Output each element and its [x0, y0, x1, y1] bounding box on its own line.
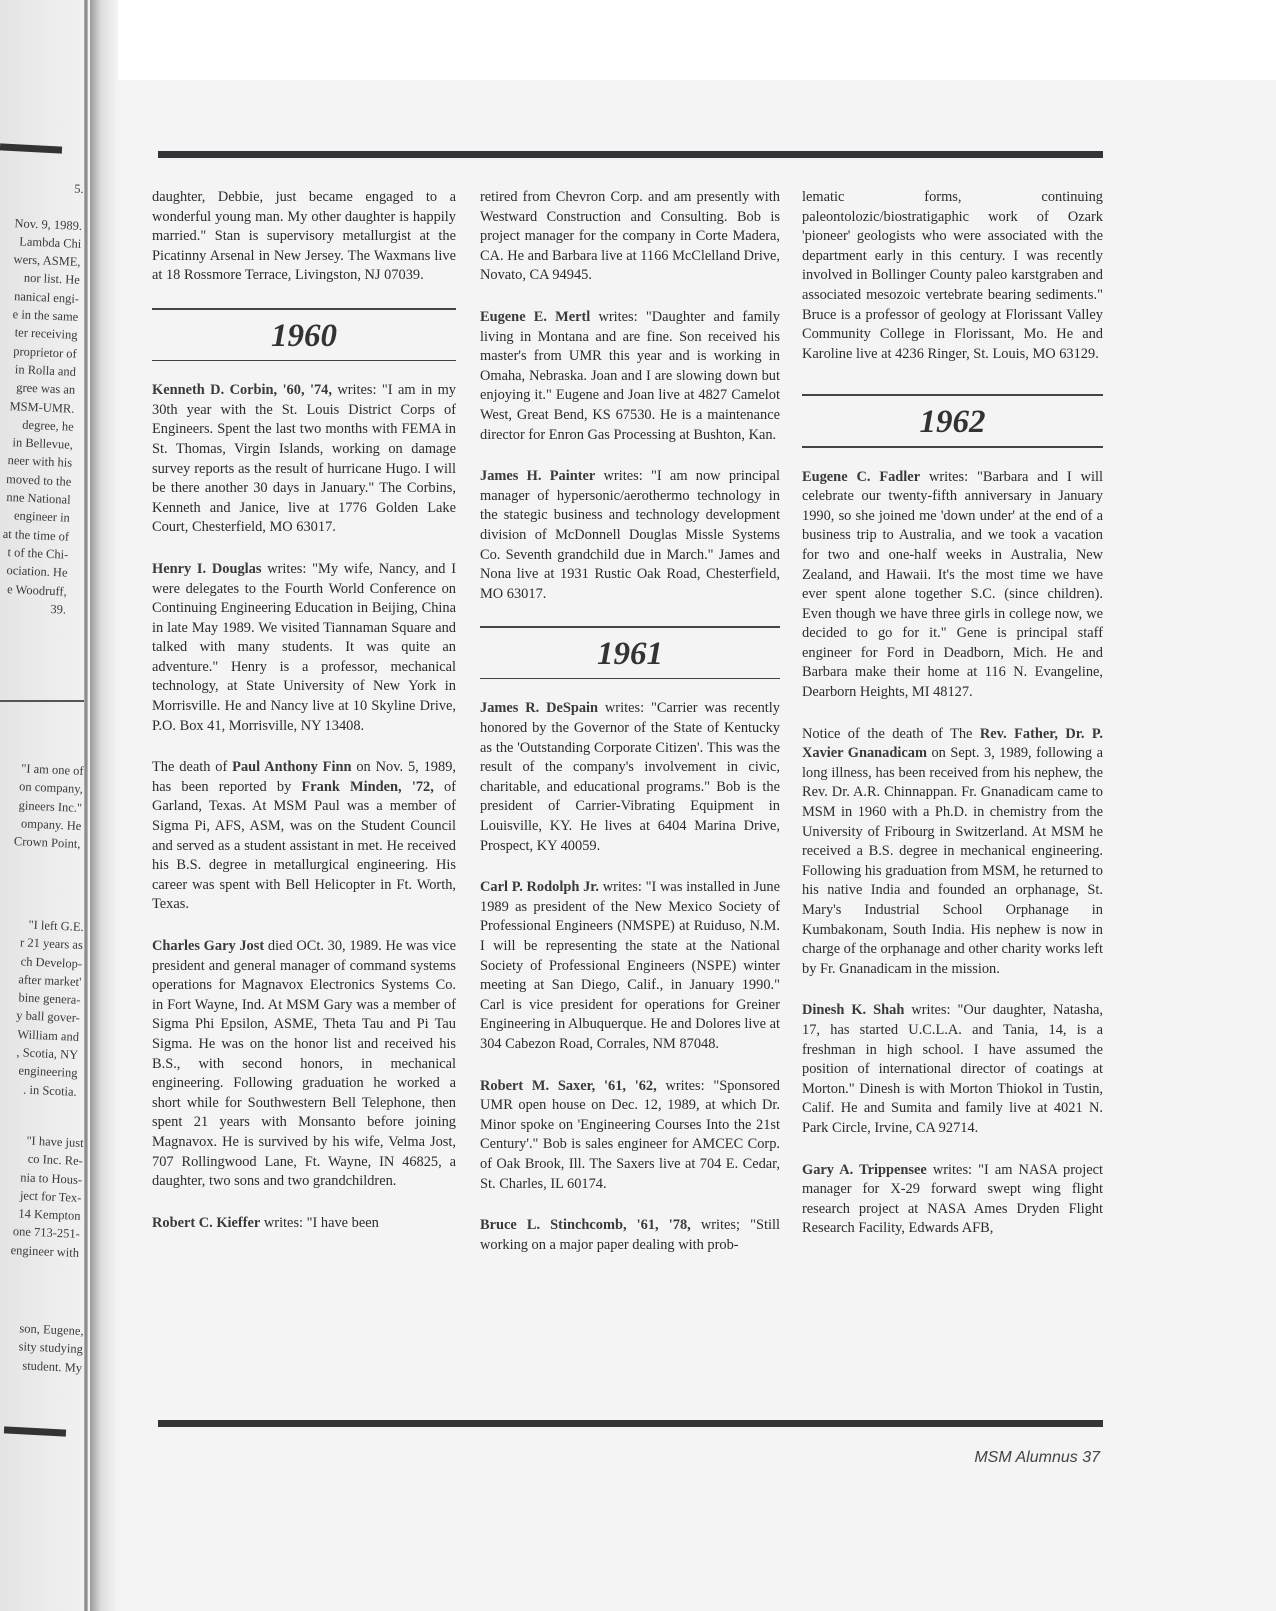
bleed-line: moved to the	[5, 471, 72, 489]
alumnus-name: Rev. Father, Dr. P. Xavier Gnanadicam	[802, 725, 1103, 762]
bleed-line: engineer in	[13, 508, 71, 526]
bleed-heavy-rule-bottom	[4, 1426, 66, 1436]
entry-text: The death of	[152, 759, 233, 776]
bleed-line: ch Develop-	[20, 953, 83, 971]
bleed-line: sity studying	[18, 1339, 84, 1357]
entry-text: on Nov. 5, 1989, has been reported by	[152, 759, 456, 795]
bleed-line: Lambda Chi	[18, 234, 82, 251]
bleed-line: gineers Inc."	[18, 797, 83, 815]
bleed-text-e	[0, 1318, 84, 1376]
entry-text: writes: "I am now principal manager of hypersonic/aerothermo technology in the stategic business and technology development division of McDonnell Douglas Missle Systems Co. Seventh grandchild due in March." James and Nona live at 1931 Rustic Oak Road, Chesterfield, MO 63017.	[480, 468, 780, 602]
bleed-line: "I am one of	[21, 761, 84, 778]
bleed-line: gree was an	[15, 380, 76, 398]
year-heading-1960	[152, 308, 456, 361]
bleed-line: engineering	[18, 1063, 78, 1081]
entry-saxer	[480, 1077, 780, 1195]
bleed-rule	[0, 700, 84, 702]
bleed-line: r 21 years as	[19, 935, 84, 953]
entry-rodolph	[480, 878, 780, 1054]
entry-finn	[152, 758, 456, 915]
bleed-line: engineer with	[10, 1242, 80, 1260]
year-heading-1961	[480, 626, 780, 679]
column-2	[480, 188, 780, 1277]
entry-kieffer	[152, 1214, 456, 1234]
bleed-line: bine genera-	[18, 990, 81, 1008]
entry-mertl	[480, 308, 780, 445]
bleed-line: e Woodruff,	[6, 581, 68, 599]
page-folio: MSM Alumnus 37	[974, 1449, 1100, 1466]
bottom-rule	[158, 1420, 1103, 1427]
alumnus-name: Robert M. Saxer, '61, '62,	[480, 1077, 657, 1094]
bleed-line: 14 Kempton	[18, 1206, 81, 1224]
paragraph-kieffer-continued: retired from Chevron Corp. and am presently with Westward Construction and Consulting. Bob is project manager for the company in Corte Madera, CA. He and Barbara live at 1166 McClelland Drive, Novato, CA 94945.	[480, 189, 780, 284]
bleed-line: neer with his	[7, 453, 73, 471]
alumnus-name: Henry I. Douglas	[152, 560, 262, 577]
alumnus-name: Dinesh K. Shah	[802, 1002, 905, 1019]
bleed-line: MSM-UMR.	[9, 398, 75, 416]
alumnus-name: Carl P. Rodolph Jr.	[480, 879, 599, 896]
entry-text: writes: "I have been	[260, 1214, 379, 1231]
bleed-line: , Scotia, NY	[16, 1045, 79, 1062]
entry-shah	[802, 1001, 1103, 1138]
bleed-line: degree, he	[22, 417, 74, 434]
entry-text: of Garland, Texas. At MSM Paul was a member of Sigma Pi, AFS, ASM, was on the Student Council and served as a student assistant in met. He received his B.S. degree in metallurgical engineering. His career was spent with Bell Helicopter in Ft. Worth, Texas.	[152, 778, 456, 913]
alumnus-name: Eugene E. Mertl	[480, 308, 591, 325]
year-label: 1961	[597, 635, 663, 672]
alumnus-name: Kenneth D. Corbin, '60, '74,	[152, 382, 332, 399]
entry-text: writes: "Carrier was recently honored by the Governor of the State of Kentucky as the 'Outstanding Corporate Citizen'. This was the result of the company's involvement in civic, charitable, and educational programs." Bob is the president of Carrier-Vibrating Equipment in Louisville, KY. He lives at 6404 Marina Drive, Prospect, KY 40059.	[480, 700, 780, 854]
entry-corbin	[152, 381, 456, 538]
bleed-text-b	[0, 758, 84, 853]
entry-gnanadicam	[802, 725, 1103, 980]
entry-trippensee	[802, 1161, 1103, 1239]
entry-text: died OCt. 30, 1989. He was vice president and general manager of command systems operations for Magnavox Electronics Systems Co. in Fort Wayne, Ind. At MSM Gary was a member of Sigma Phi Epsilon, ASME, Theta Tau and Pi Tau Sigma. He was on the honor list and received his B.S., with second honors, in mechanical engineering. Following graduation he worked a short while for Southwestern Bell Telephone, then spent 21 years with Monsanto before joining Magnavox. He is survived by his wife, Velma Jost, 707 Rollingwood Lane, Ft. Wayne, IN 46825, a daughter, two sons and two grandchildren.	[152, 938, 456, 1190]
entry-text: writes: "Our daughter, Natasha, 17, has started U.C.L.A. and Tania, 14, is a freshman in high school. I have assumed the position of international director of coatings at Morton." Dinesh is with Morton Thiokol in Tustin, Calif. He and Sumita and family live at 4021 N. Park Circle, Irvine, CA 92714.	[802, 1002, 1103, 1136]
alumnus-name: Charles Gary Jost	[152, 938, 265, 954]
alumnus-name: Bruce L. Stinchcomb, '61, '78,	[480, 1217, 691, 1234]
entry-text: Notice of the death of The	[802, 725, 980, 742]
bleed-line: in Bellevue,	[12, 435, 74, 452]
entry-text: writes: "My wife, Nancy, and I were delegates to the Fourth World Conference on Continuing Engineering Education in Beijing, China in late May 1989. We visited Tiannaman Square and talked with many students. It was quite an adventure." Henry is a professor, mechanical technology, at State University of New York in Morrisville. He and Nancy live at 10 Skyline Drive, P.O. Box 41, Morrisville, NY 13408.	[152, 560, 457, 734]
entry-text: writes: "I am NASA project manager for X-29 forward swept wing flight research project at NASA Ames Dryden Flight Research Facility, Edwards AFB,	[802, 1161, 1103, 1237]
bleed-line: at the time of	[2, 526, 70, 544]
bleed-line: student. My	[22, 1358, 83, 1375]
entry-text: writes: "Barbara and I will celebrate our twenty-fifth anniversary in January 1990, so she joined me 'down under' at the end of a business trip to Australia, and we took a vacation for two and one-half weeks in Australia, New Zealand, and Hawaii. It's the most time we have ever spent alone together S.C. (since children). Even though we have three girls in college now, we decided to go for it." Gene is principal staff engineer for Ford in Deadborn, Mich. He and Barbara make their home at 116 N. Evangeline, Dearborn Heights, MI 48127.	[802, 468, 1103, 701]
left-page-bleed	[0, 0, 118, 1611]
bleed-text-d	[0, 1130, 84, 1261]
bleed-line: "I have just	[26, 1133, 84, 1150]
bleed-line: y ball gover-	[15, 1008, 81, 1026]
alumnus-name: Gary A. Trippensee	[802, 1161, 927, 1178]
entry-text: writes: "Daughter and family living in Montana and are fine. Son received his master's from UMR this year and is working in Omaha, Nebraska. Joan and I are slowing down but enjoying it." Eugene and Joan live at 4827 Camelot West, Great Bend, KS 67530. He is a maintenance director for Enron Gas Processing at Bushton, Kan.	[480, 308, 780, 443]
bleed-line: nor list. He	[23, 271, 81, 288]
bleed-line: co Inc. Re-	[27, 1151, 84, 1169]
top-rule	[158, 151, 1103, 158]
alumnus-name: Robert C. Kieffer	[152, 1214, 261, 1231]
bleed-heavy-rule	[0, 143, 62, 153]
binding-shadow	[90, 0, 118, 1611]
bleed-line: one 713-251-	[12, 1224, 81, 1242]
bleed-line: Nov. 9, 1989.	[14, 215, 83, 233]
alumnus-name: James H. Painter	[480, 468, 596, 485]
bleed-line: proprietor of	[12, 343, 78, 361]
entry-painter	[480, 467, 780, 604]
year-heading-1962	[802, 394, 1103, 447]
entry-jost	[152, 937, 456, 1192]
bleed-line: Crown Point,	[13, 834, 81, 852]
alumnus-name: Paul Anthony Finn	[232, 759, 352, 776]
bleed-line: 39.	[50, 601, 67, 617]
entry-douglas	[152, 560, 456, 736]
entry-text: writes: "I was installed in June 1989 as president of the New Mexico Society of Professional Engineers (NMSPE) at Ruiduso, N.M. I will be representing the state at the National Society of Professional Engineers (NSPE) winter meeting at San Diego, Calif., in January 1990." Carl is vice president for operations for Greiner Engineering in Albuquerque. He and Dolores live at 304 Cabezon Road, Corrales, NM 87048.	[480, 879, 780, 1052]
paragraph-stinchcomb-continued: lematic forms, continuing paleontolozic/biostratigaphic work of Ozark 'pioneer' geologists who were associated with the department early in this century. I was recently involved in Bollinger County paleo karstgraben and associated mesozoic vertebrate bearing sediments." Bruce is a professor of geology at Florissant Valley Community College in Florissant, Mo. He and Karoline live at 4236 Ringer, St. Louis, MO 63129.	[802, 189, 1103, 362]
year-rule-bottom	[480, 678, 780, 680]
bleed-line: ject for Tex-	[19, 1188, 82, 1205]
bleed-line: ociation. He	[6, 563, 68, 580]
year-rule-bottom	[152, 360, 456, 362]
bleed-line: 5.	[73, 181, 84, 196]
bleed-line: ter receiving	[14, 325, 78, 343]
bleed-line: "I left G.E.	[28, 917, 84, 934]
entry-stinchcomb	[480, 1216, 780, 1255]
bleed-line: . in Scotia.	[23, 1082, 78, 1099]
bleed-line: William and	[17, 1027, 80, 1044]
bleed-line: ompany. He	[20, 816, 82, 833]
bleed-line: son, Eugene,	[19, 1321, 84, 1338]
column-1	[152, 188, 456, 1255]
bleed-line: in Rolla and	[14, 362, 77, 379]
bleed-line: nia to Hous-	[20, 1169, 83, 1187]
bleed-text-c	[0, 914, 84, 1100]
bleed-line: e in the same	[12, 307, 79, 324]
year-label: 1960	[271, 317, 337, 354]
entry-text: on Sept. 3, 1989, following a long illness, has been received from his nephew, the Rev. Dr. A.R. Chinnappan. Fr. Gnanadicam came to MSM in 1960 with a Ph.D. in chemistry from the University of Fribourg in Switzerland. At MSM he received a B.S. degree in mechanical engineering. Following his graduation from MSM, he returned to his native India and founded an orphanage, St. Mary's Industrial School Orphanage in Kumbakonam, South India. His nephew is now in charge of the orphanage and other charity works left by Fr. Gnanadicam in the mission.	[802, 745, 1104, 977]
bleed-line: wers, ASME,	[13, 252, 81, 270]
alumnus-name: Eugene C. Fadler	[802, 468, 921, 485]
entry-text: writes: "I am in my 30th year with the St. Louis District Corps of Engineers. Spent the last two months with FEMA in St. Thomas, Virgin Islands, working on damage survey reports as the result of hurricane Hugo. I will be there another 30 days in January." The Corbins, Kenneth and Janice, live at 1776 Golden Lake Court, Chesterfield, MO 63017.	[152, 382, 456, 536]
bleed-line: t of the Chi-	[7, 545, 69, 562]
entry-despain	[480, 699, 780, 856]
bleed-text-a	[0, 176, 84, 618]
bleed-line: on company,	[18, 779, 84, 797]
paragraph-waxman: daughter, Debbie, just became engaged to a wonderful young man. My other daughter is happily married." Stan is supervisory metallurgist at the Picatinny Arsenal in New Jersey. The Waxmans live at 18 Rossmore Terrace, Livingston, NJ 07039.	[152, 189, 456, 284]
alumnus-name: James R. DeSpain	[480, 700, 599, 717]
alumnus-name: Frank Minden, '72,	[301, 778, 434, 795]
bleed-line: nanical engi-	[13, 288, 80, 306]
column-3	[802, 188, 1103, 1261]
year-label: 1962	[919, 403, 986, 440]
bleed-line: nne National	[6, 490, 71, 507]
entry-fadler	[802, 468, 1103, 703]
binding-spine	[84, 0, 88, 1611]
entry-text: writes: "Sponsored UMR open house on Dec. 12, 1989, at which Dr. Minor spoke on 'Engineering Courses Into the 21st Century'." Bob is sales engineer for AMCEC Corp. of Oak Brook, Ill. The Saxers live at 704 E. Cedar, St. Charles, IL 60174.	[480, 1077, 780, 1192]
year-rule-bottom	[802, 446, 1103, 448]
entry-text: writes; "Still working on a major paper dealing with prob-	[480, 1217, 780, 1253]
bleed-line: after market'	[18, 972, 82, 989]
